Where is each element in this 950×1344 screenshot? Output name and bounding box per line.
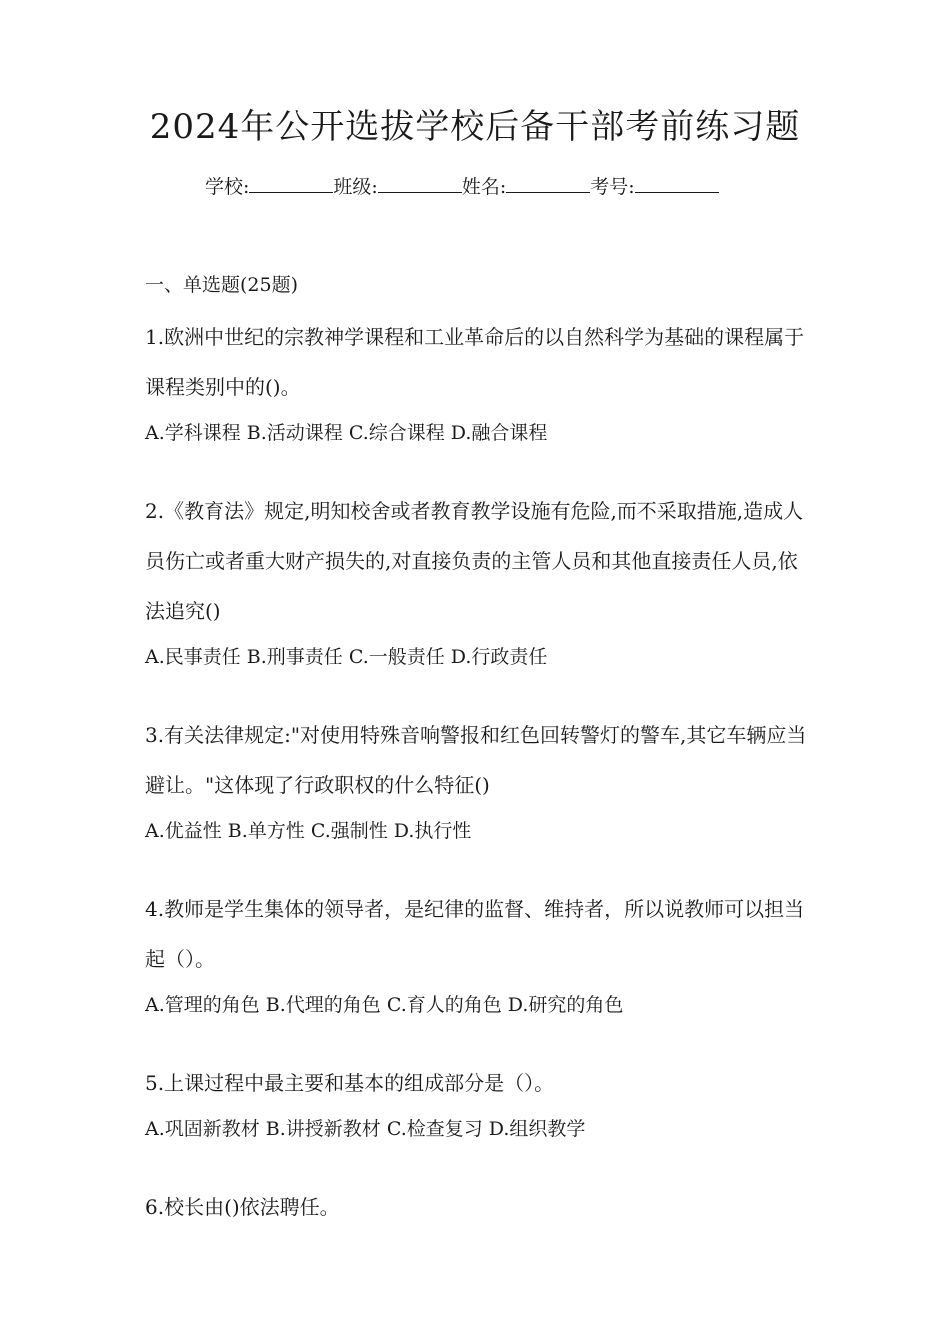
- document-title: 2024年公开选拔学校后备干部考前练习题: [149, 107, 801, 147]
- name-label: 姓名:: [461, 176, 507, 198]
- question-stem: 6.校长由()依法聘任。: [145, 1195, 340, 1219]
- question-section: [145, 270, 815, 1232]
- question-stem: 2.《教育法》规定,明知校舍或者教育教学设施有危险,而不采取措施,造成人员伤亡或者重大财产损失的,对直接负责的主管人员和其他直接责任人员,依法追究(): [145, 499, 804, 623]
- question-options: A.优益性 B.单方性 C.强制性 D.执行性: [145, 820, 472, 842]
- exam-number-blank: [635, 172, 719, 193]
- name-blank: [506, 172, 590, 193]
- question-1: [145, 312, 815, 448]
- class-blank: [378, 172, 462, 193]
- class-label: 班级:: [333, 176, 378, 198]
- question-stem: 4.教师是学生集体的领导者，是纪律的监督、维持者，所以说教师可以担当起（）。: [145, 897, 805, 971]
- student-info-line: [205, 172, 719, 201]
- question-4: [145, 884, 815, 1020]
- section-heading: 一、单选题(25题): [145, 274, 299, 296]
- question-3: [145, 710, 815, 846]
- question-5: [145, 1058, 815, 1144]
- question-options: A.管理的角色 B.代理的角色 C.育人的角色 D.研究的角色: [145, 994, 624, 1016]
- question-stem: 5.上课过程中最主要和基本的组成部分是（）。: [145, 1071, 555, 1095]
- question-options: A.民事责任 B.刑事责任 C.一般责任 D.行政责任: [145, 646, 548, 668]
- question-stem: 3.有关法律规定:"对使用特殊音响警报和红色回转警灯的警车,其它车辆应当避让。"这体现了行政职权的什么特征(): [145, 723, 807, 797]
- question-2: [145, 486, 815, 672]
- question-options: A.巩固新教材 B.讲授新教材 C.检查复习 D.组织教学: [145, 1118, 586, 1140]
- school-blank: [249, 172, 333, 193]
- question-stem: 1.欧洲中世纪的宗教神学课程和工业革命后的以自然科学为基础的课程属于课程类别中的()。: [145, 325, 805, 399]
- question-options: A.学科课程 B.活动课程 C.综合课程 D.融合课程: [145, 422, 548, 444]
- exam-number-label: 考号:: [590, 176, 635, 198]
- school-label: 学校:: [205, 176, 250, 198]
- question-6: [145, 1182, 815, 1232]
